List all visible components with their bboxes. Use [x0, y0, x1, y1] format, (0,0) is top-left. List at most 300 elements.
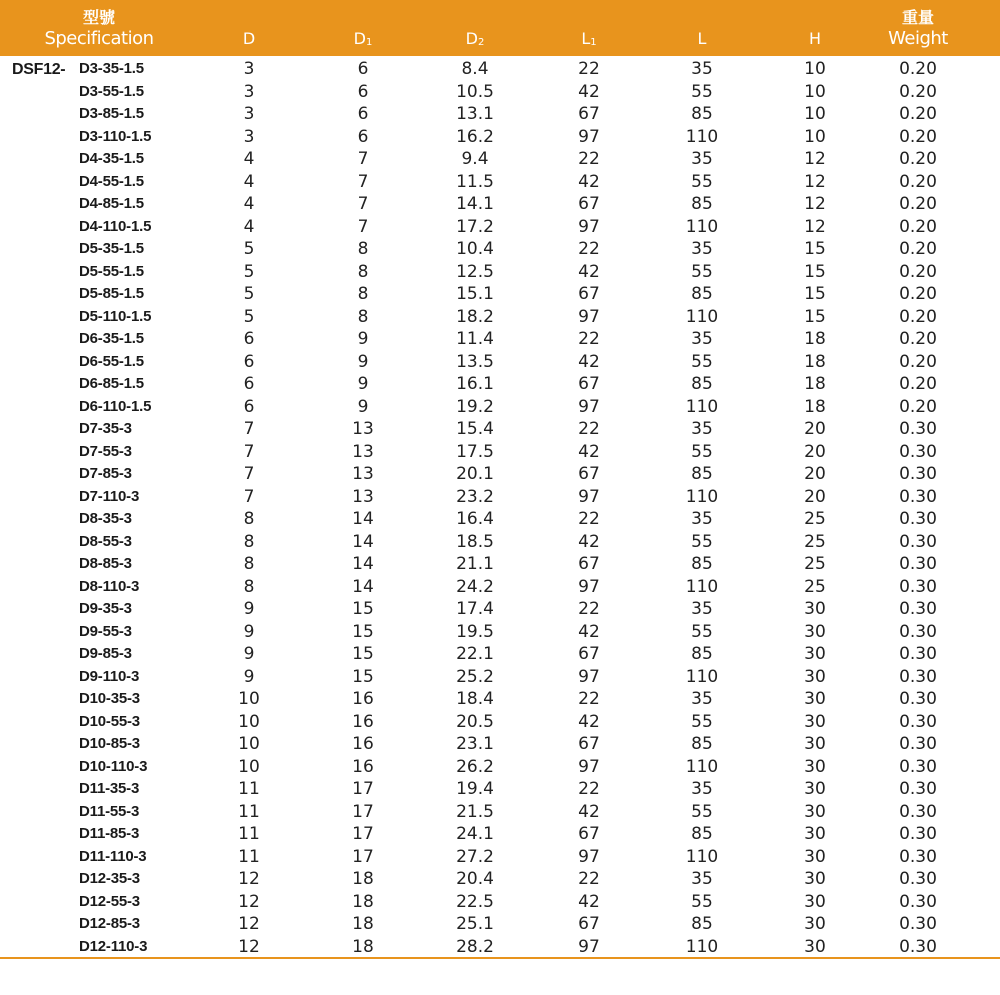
cell-h: 10 [804, 126, 826, 147]
cell-d1: 9 [357, 374, 369, 394]
cell-l: 35 [691, 419, 713, 439]
cell-h: 10 [804, 104, 826, 124]
cell-weight: 0.20 [899, 171, 937, 192]
cell-l1: 97 [578, 486, 600, 507]
table-row [0, 148, 1000, 171]
cell-weight: 0.30 [899, 644, 937, 664]
cell-weight: 0.30 [899, 936, 937, 957]
cell-l: 35 [691, 779, 713, 799]
cell-l1: 97 [578, 576, 600, 597]
cell-d1: 6 [357, 59, 369, 79]
cell-l: 35 [691, 869, 713, 889]
header-l1 [539, 0, 639, 56]
table-row [0, 193, 1000, 216]
cell-d1: 9 [357, 351, 369, 372]
cell-d2: 16.4 [456, 509, 494, 529]
cell-specification: D8-55-3 [79, 532, 132, 550]
cell-d1: 8 [357, 261, 369, 282]
cell-l1: 67 [578, 824, 600, 844]
cell-l: 110 [685, 126, 719, 147]
table-header [0, 0, 1000, 56]
cell-l1: 42 [578, 621, 600, 642]
cell-d2: 19.4 [456, 779, 494, 799]
header-l1-sub: 1 [590, 37, 597, 48]
header-d1 [313, 0, 413, 56]
cell-d2: 11.4 [456, 329, 494, 349]
header-d2-sub: 2 [477, 37, 485, 48]
cell-specification: D12-35-3 [79, 870, 140, 887]
cell-specification: D7-110-3 [79, 487, 140, 505]
table-row [0, 81, 1000, 104]
cell-d: 9 [243, 644, 255, 664]
cell-l1: 97 [578, 756, 600, 777]
header-d2-label [425, 29, 525, 53]
cell-d2: 17.2 [456, 216, 494, 237]
cell-d2: 16.1 [456, 374, 494, 394]
cell-l: 110 [685, 306, 719, 327]
cell-l1: 67 [578, 914, 600, 934]
cell-d1: 15 [352, 644, 374, 664]
cell-d: 8 [243, 554, 255, 574]
cell-weight: 0.30 [899, 419, 937, 439]
cell-d1: 14 [352, 531, 374, 552]
cell-specification: D9-110-3 [79, 667, 140, 685]
cell-l: 85 [691, 554, 713, 574]
cell-l1: 97 [578, 216, 600, 237]
cell-d: 5 [243, 239, 255, 259]
cell-weight: 0.20 [899, 329, 937, 349]
cell-l: 85 [691, 284, 713, 304]
cell-specification: D7-85-3 [79, 465, 132, 482]
cell-d1: 16 [352, 711, 374, 732]
header-l-label: L [697, 29, 707, 48]
cell-l: 85 [691, 194, 713, 214]
cell-weight: 0.20 [899, 59, 937, 79]
cell-l1: 22 [578, 329, 600, 349]
cell-h: 30 [804, 666, 826, 687]
cell-d2: 22.1 [456, 644, 494, 664]
header-l [652, 0, 752, 56]
cell-weight: 0.20 [899, 374, 937, 394]
cell-d2: 20.4 [456, 869, 494, 889]
cell-weight: 0.20 [899, 104, 937, 124]
cell-weight: 0.30 [899, 554, 937, 574]
cell-d1: 7 [357, 216, 369, 237]
cell-specification: D5-110-1.5 [79, 307, 152, 325]
cell-d2: 20.1 [456, 464, 494, 484]
cell-l1: 97 [578, 936, 600, 957]
cell-weight: 0.30 [899, 576, 937, 597]
cell-l1: 97 [578, 126, 600, 147]
cell-weight: 0.30 [899, 891, 937, 912]
cell-l: 85 [691, 914, 713, 934]
cell-weight: 0.20 [899, 284, 937, 304]
cell-d1: 18 [352, 891, 374, 912]
cell-weight: 0.20 [899, 81, 937, 102]
cell-specification: D3-35-1.5 [79, 60, 144, 77]
cell-d: 10 [238, 711, 260, 732]
cell-d2: 16.2 [456, 126, 494, 147]
cell-l: 85 [691, 644, 713, 664]
cell-l1: 67 [578, 284, 600, 304]
cell-weight: 0.30 [899, 621, 937, 642]
cell-weight: 0.30 [899, 756, 937, 777]
cell-l: 110 [685, 216, 719, 237]
cell-d1: 14 [352, 509, 374, 529]
header-d [199, 0, 299, 56]
cell-h: 15 [804, 261, 826, 282]
header-specification-en: Specification [44, 28, 154, 49]
table-row [0, 598, 1000, 621]
cell-d: 6 [243, 374, 255, 394]
table-row [0, 688, 1000, 711]
table-row [0, 711, 1000, 734]
cell-l1: 97 [578, 846, 600, 867]
cell-d2: 21.1 [456, 554, 494, 574]
cell-d2: 13.5 [456, 351, 494, 372]
cell-h: 15 [804, 284, 826, 304]
cell-d1: 15 [352, 621, 374, 642]
table-row [0, 126, 1000, 149]
table-row [0, 801, 1000, 824]
cell-d2: 24.2 [456, 576, 494, 597]
cell-weight: 0.30 [899, 846, 937, 867]
cell-l: 55 [691, 711, 713, 732]
cell-specification: D4-35-1.5 [79, 150, 144, 167]
cell-weight: 0.20 [899, 261, 937, 282]
cell-h: 18 [804, 351, 826, 372]
header-d1-label [313, 29, 413, 53]
cell-l: 55 [691, 621, 713, 642]
cell-d2: 11.5 [456, 171, 494, 192]
cell-l: 55 [691, 801, 713, 822]
cell-specification: D7-35-3 [79, 420, 132, 437]
cell-d1: 13 [352, 464, 374, 484]
cell-l1: 42 [578, 531, 600, 552]
table-row [0, 778, 1000, 801]
cell-d2: 10.5 [456, 81, 494, 102]
header-l1-label [539, 29, 639, 53]
table-row [0, 846, 1000, 869]
cell-weight: 0.20 [899, 194, 937, 214]
cell-d2: 19.5 [456, 621, 494, 642]
cell-l1: 42 [578, 81, 600, 102]
cell-d: 3 [243, 126, 255, 147]
cell-specification: D6-35-1.5 [79, 330, 144, 347]
table-row [0, 823, 1000, 846]
cell-d1: 6 [357, 104, 369, 124]
cell-d2: 18.5 [456, 531, 494, 552]
cell-l: 55 [691, 441, 713, 462]
table-row [0, 576, 1000, 599]
cell-d: 10 [238, 689, 260, 709]
header-d-label: D [242, 29, 256, 48]
cell-weight: 0.30 [899, 441, 937, 462]
cell-d: 4 [243, 216, 255, 237]
cell-d2: 18.2 [456, 306, 494, 327]
cell-d2: 9.4 [461, 149, 489, 169]
cell-weight: 0.30 [899, 779, 937, 799]
cell-d1: 13 [352, 486, 374, 507]
cell-d: 7 [243, 486, 255, 507]
bottom-divider [0, 957, 1000, 959]
cell-h: 30 [804, 644, 826, 664]
cell-d1: 7 [357, 171, 369, 192]
cell-d: 5 [243, 306, 255, 327]
cell-h: 30 [804, 869, 826, 889]
cell-h: 30 [804, 824, 826, 844]
cell-h: 30 [804, 801, 826, 822]
cell-l: 55 [691, 81, 713, 102]
cell-specification: D5-35-1.5 [79, 240, 144, 257]
cell-d2: 12.5 [456, 261, 494, 282]
cell-d1: 17 [352, 801, 374, 822]
cell-d: 8 [243, 576, 255, 597]
cell-h: 18 [804, 329, 826, 349]
cell-d1: 18 [352, 936, 374, 957]
cell-h: 10 [804, 81, 826, 102]
cell-d2: 14.1 [456, 194, 494, 214]
cell-specification: D12-110-3 [79, 937, 148, 955]
cell-l: 110 [685, 756, 719, 777]
cell-l: 35 [691, 509, 713, 529]
cell-l: 85 [691, 734, 713, 754]
table-row [0, 441, 1000, 464]
cell-weight: 0.20 [899, 306, 937, 327]
cell-specification: D11-85-3 [79, 825, 140, 842]
cell-l1: 42 [578, 711, 600, 732]
cell-h: 20 [804, 419, 826, 439]
header-h [765, 0, 865, 56]
cell-l: 35 [691, 59, 713, 79]
table-row [0, 733, 1000, 756]
cell-h: 12 [804, 194, 826, 214]
table-row [0, 306, 1000, 329]
cell-l: 35 [691, 599, 713, 619]
table-row [0, 418, 1000, 441]
cell-specification: D10-35-3 [79, 690, 140, 707]
cell-d2: 26.2 [456, 756, 494, 777]
cell-d1: 14 [352, 554, 374, 574]
cell-specification: D9-85-3 [79, 645, 132, 662]
cell-h: 12 [804, 216, 826, 237]
cell-d: 6 [243, 329, 255, 349]
cell-l1: 67 [578, 464, 600, 484]
cell-l: 55 [691, 171, 713, 192]
cell-h: 30 [804, 846, 826, 867]
cell-weight: 0.30 [899, 801, 937, 822]
cell-d: 3 [243, 104, 255, 124]
cell-d1: 18 [352, 869, 374, 889]
cell-h: 30 [804, 936, 826, 957]
cell-d1: 16 [352, 756, 374, 777]
cell-l: 35 [691, 329, 713, 349]
cell-l: 85 [691, 104, 713, 124]
cell-d1: 17 [352, 824, 374, 844]
cell-weight: 0.20 [899, 239, 937, 259]
table-row [0, 463, 1000, 486]
cell-specification: D3-85-1.5 [79, 105, 144, 122]
cell-specification: D4-85-1.5 [79, 195, 144, 212]
cell-l: 35 [691, 689, 713, 709]
cell-h: 25 [804, 576, 826, 597]
cell-l1: 22 [578, 779, 600, 799]
cell-h: 12 [804, 149, 826, 169]
cell-d1: 18 [352, 914, 374, 934]
cell-specification: D6-55-1.5 [79, 352, 144, 370]
table-body [0, 58, 1000, 958]
table-row [0, 756, 1000, 779]
cell-weight: 0.20 [899, 351, 937, 372]
cell-d: 7 [243, 464, 255, 484]
cell-l1: 67 [578, 374, 600, 394]
cell-d2: 24.1 [456, 824, 494, 844]
cell-h: 15 [804, 306, 826, 327]
table-row [0, 216, 1000, 239]
cell-d1: 7 [357, 149, 369, 169]
cell-d2: 28.2 [456, 936, 494, 957]
cell-weight: 0.30 [899, 914, 937, 934]
cell-l1: 42 [578, 261, 600, 282]
cell-weight: 0.30 [899, 599, 937, 619]
table-row [0, 373, 1000, 396]
header-d2 [425, 0, 525, 56]
cell-h: 25 [804, 554, 826, 574]
cell-d2: 25.1 [456, 914, 494, 934]
cell-l: 35 [691, 149, 713, 169]
cell-l: 85 [691, 374, 713, 394]
cell-l: 55 [691, 891, 713, 912]
cell-specification: D10-85-3 [79, 735, 140, 752]
cell-d: 5 [243, 284, 255, 304]
cell-d1: 7 [357, 194, 369, 214]
cell-l: 110 [685, 576, 719, 597]
table-row [0, 913, 1000, 936]
cell-specification: D11-110-3 [79, 847, 147, 865]
table-row [0, 621, 1000, 644]
table-row [0, 666, 1000, 689]
cell-specification: D10-55-3 [79, 712, 140, 730]
cell-h: 20 [804, 441, 826, 462]
cell-weight: 0.20 [899, 126, 937, 147]
cell-d2: 18.4 [456, 689, 494, 709]
model-prefix: DSF12- [12, 61, 66, 78]
header-weight-en: Weight [888, 28, 948, 49]
cell-l: 110 [685, 936, 719, 957]
cell-weight: 0.30 [899, 734, 937, 754]
cell-l: 55 [691, 261, 713, 282]
cell-l1: 22 [578, 419, 600, 439]
cell-h: 25 [804, 509, 826, 529]
cell-l: 110 [685, 846, 719, 867]
cell-h: 30 [804, 621, 826, 642]
cell-l1: 22 [578, 59, 600, 79]
cell-specification: D7-55-3 [79, 442, 132, 460]
table-row [0, 396, 1000, 419]
table-row [0, 171, 1000, 194]
cell-d: 6 [243, 396, 255, 417]
cell-d: 4 [243, 171, 255, 192]
cell-weight: 0.30 [899, 689, 937, 709]
cell-d1: 14 [352, 576, 374, 597]
cell-l1: 22 [578, 869, 600, 889]
table-row [0, 486, 1000, 509]
cell-l: 110 [685, 666, 719, 687]
cell-h: 30 [804, 914, 826, 934]
cell-specification: D3-110-1.5 [79, 127, 152, 145]
cell-weight: 0.20 [899, 396, 937, 417]
cell-d1: 17 [352, 779, 374, 799]
cell-d2: 17.5 [456, 441, 494, 462]
cell-l1: 97 [578, 396, 600, 417]
cell-l1: 67 [578, 644, 600, 664]
cell-l1: 22 [578, 689, 600, 709]
cell-l: 85 [691, 824, 713, 844]
cell-d: 9 [243, 599, 255, 619]
cell-h: 30 [804, 734, 826, 754]
cell-specification: D5-55-1.5 [79, 262, 144, 280]
cell-d2: 19.2 [456, 396, 494, 417]
cell-h: 30 [804, 891, 826, 912]
cell-d: 9 [243, 621, 255, 642]
cell-d1: 8 [357, 306, 369, 327]
cell-l: 85 [691, 464, 713, 484]
cell-specification: D5-85-1.5 [79, 285, 144, 302]
table-row [0, 261, 1000, 284]
cell-l: 55 [691, 351, 713, 372]
cell-l1: 22 [578, 149, 600, 169]
table-row [0, 508, 1000, 531]
cell-specification: D12-55-3 [79, 892, 140, 910]
header-specification-zh: 型號 [82, 8, 115, 27]
cell-d: 4 [243, 149, 255, 169]
cell-d: 8 [243, 531, 255, 552]
cell-d2: 10.4 [456, 239, 494, 259]
cell-l1: 67 [578, 104, 600, 124]
cell-d1: 16 [352, 734, 374, 754]
cell-d1: 17 [352, 846, 374, 867]
cell-h: 15 [804, 239, 826, 259]
cell-h: 30 [804, 689, 826, 709]
cell-l: 55 [691, 531, 713, 552]
cell-h: 20 [804, 486, 826, 507]
cell-d: 12 [238, 869, 260, 889]
cell-specification: D3-55-1.5 [79, 82, 144, 100]
cell-d1: 8 [357, 239, 369, 259]
cell-specification: D8-35-3 [79, 510, 132, 527]
cell-h: 18 [804, 374, 826, 394]
cell-d2: 22.5 [456, 891, 494, 912]
cell-specification: D11-35-3 [79, 780, 140, 797]
header-h-label: H [808, 29, 822, 48]
cell-d: 11 [238, 846, 260, 867]
cell-l1: 42 [578, 351, 600, 372]
cell-specification: D11-55-3 [79, 802, 140, 820]
cell-specification: D9-35-3 [79, 600, 132, 617]
cell-weight: 0.30 [899, 711, 937, 732]
cell-d1: 13 [352, 419, 374, 439]
cell-l1: 67 [578, 554, 600, 574]
table-row [0, 643, 1000, 666]
cell-d: 11 [238, 801, 260, 822]
table-row [0, 328, 1000, 351]
cell-h: 20 [804, 464, 826, 484]
cell-d1: 6 [357, 81, 369, 102]
table-row [0, 351, 1000, 374]
header-d2-main: D [465, 29, 478, 48]
table-row [0, 868, 1000, 891]
table-row [0, 531, 1000, 554]
